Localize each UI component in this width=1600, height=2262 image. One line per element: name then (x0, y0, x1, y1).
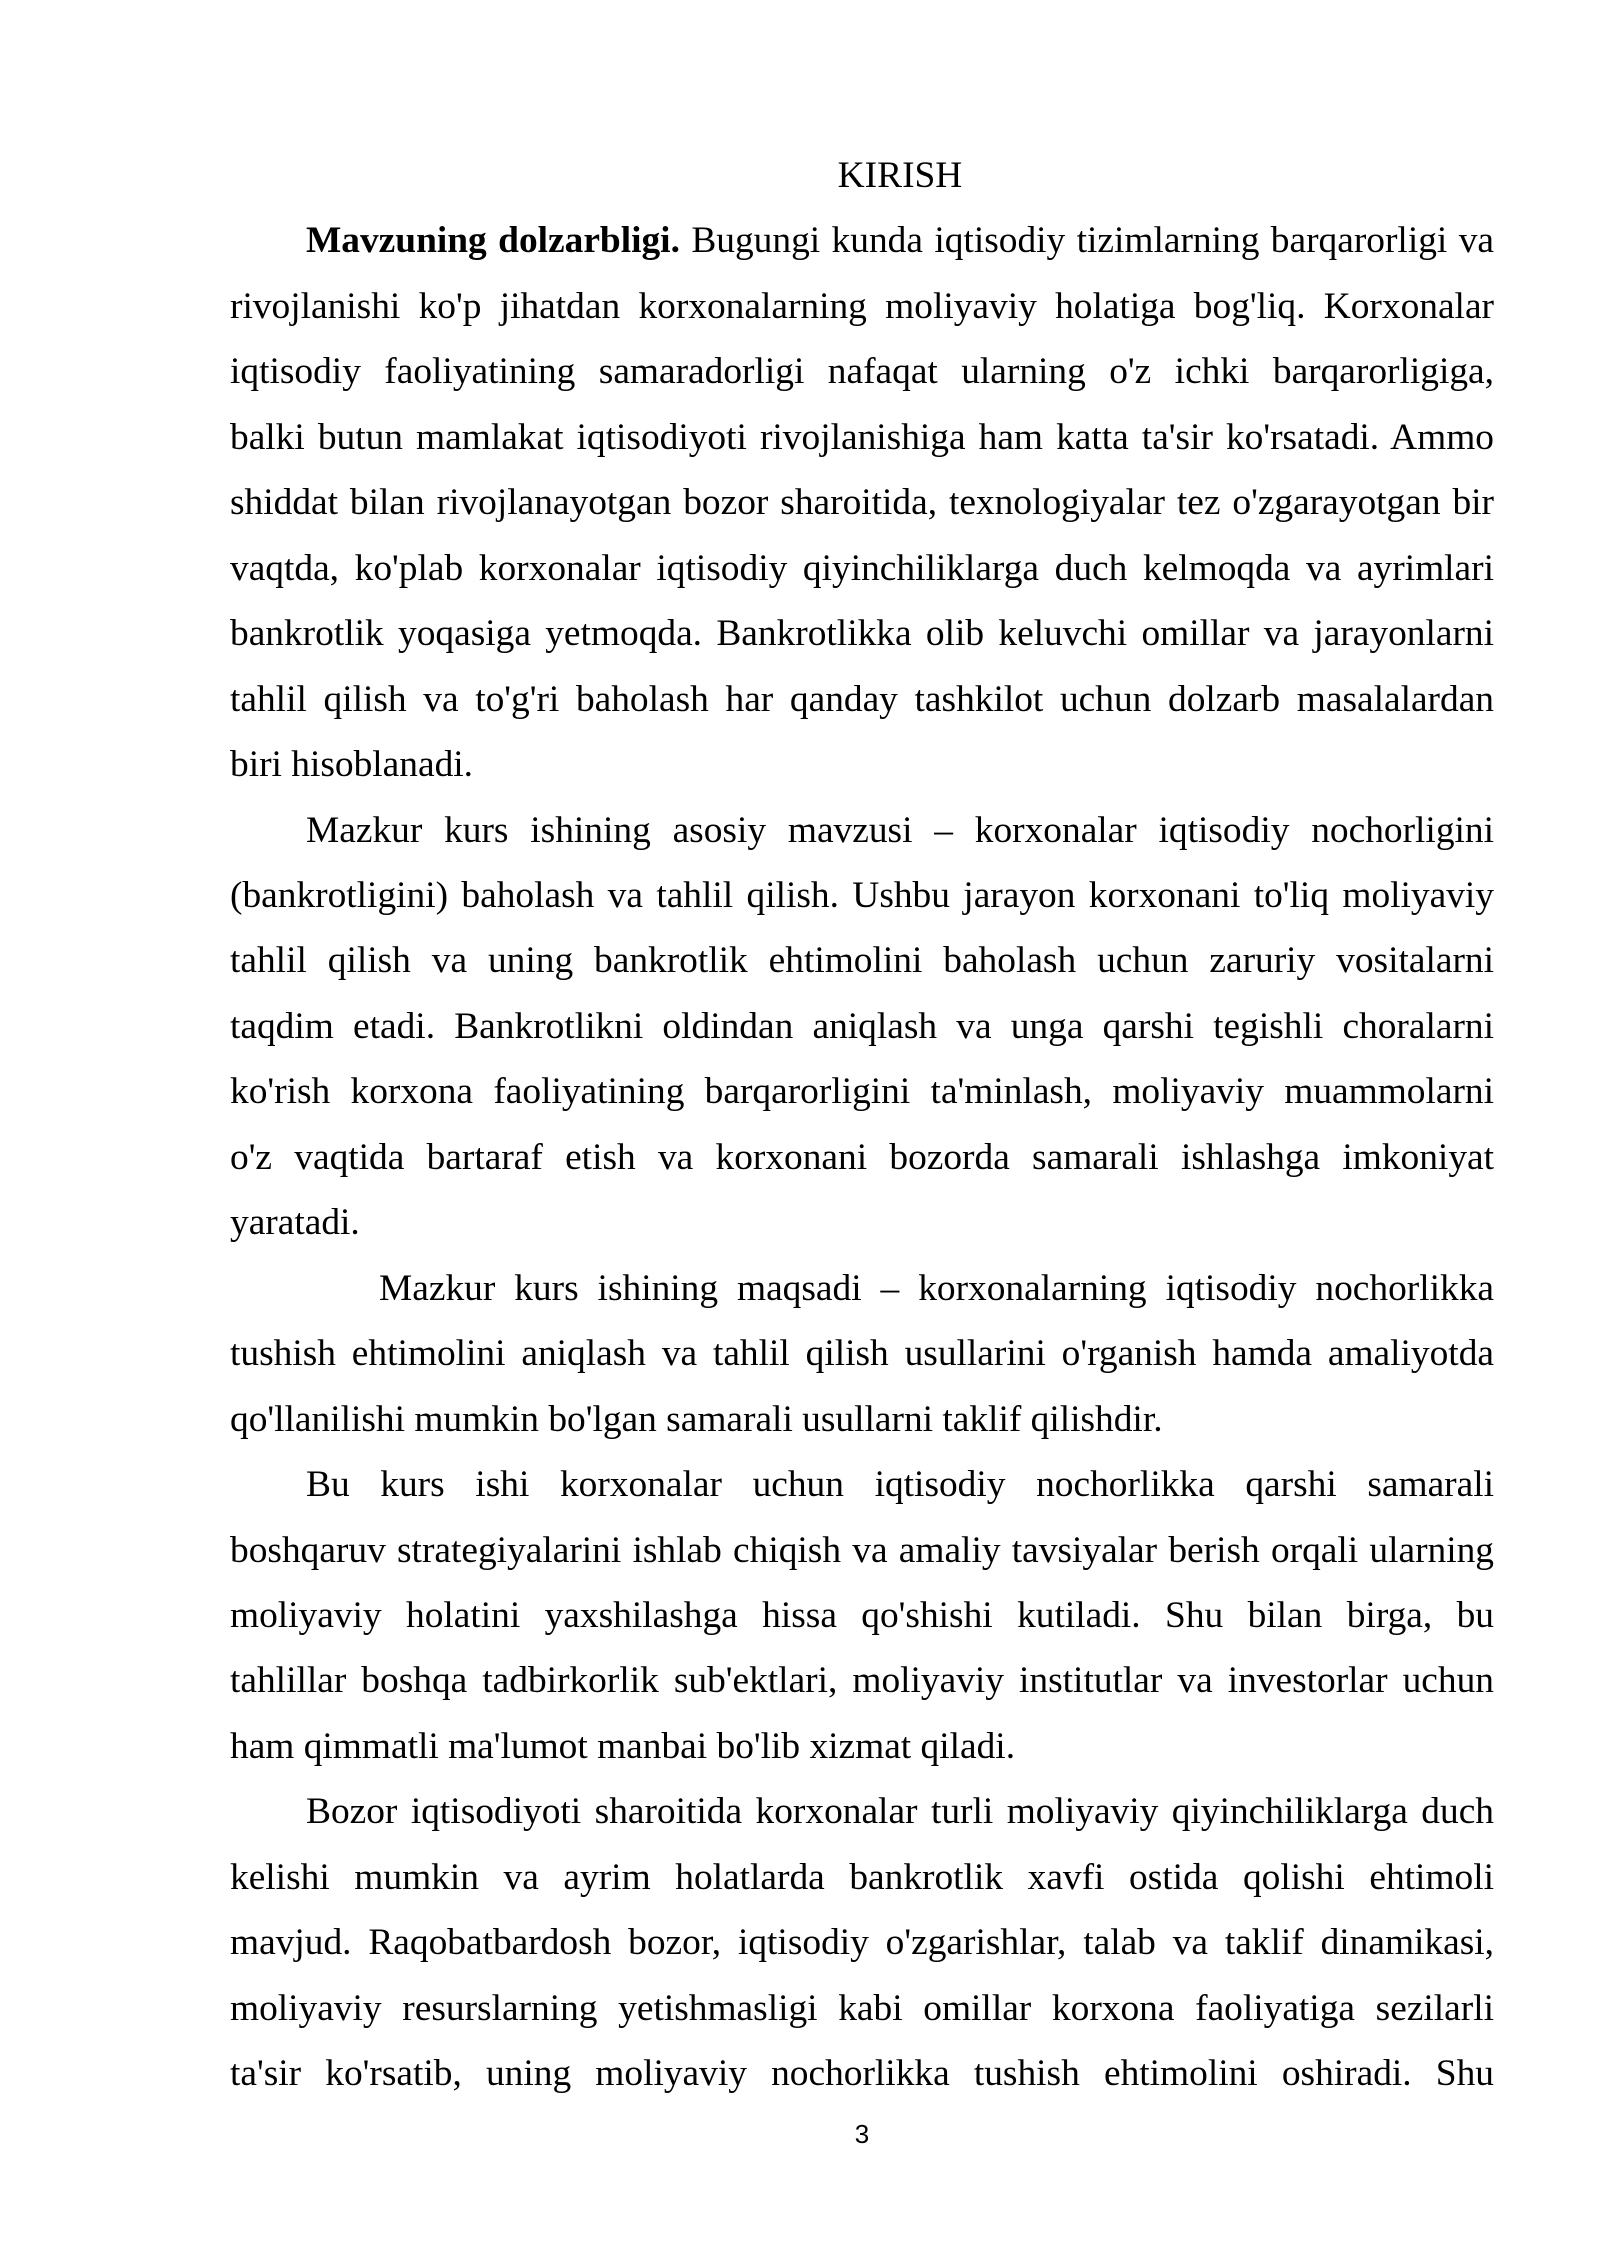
text-line: kelishi mumkin va ayrim holatlarda bankrotlik xavfi ostida qolishi ehtimoli (230, 1856, 1494, 1898)
text-line: vaqtda, ko'plab korxonalar iqtisodiy qiyinchiliklarga duch kelmoqda va ayrimlari (230, 547, 1494, 589)
text-line: qo'llanilishi mumkin bo'lgan samarali usullarni taklif qilishdir. (230, 1398, 1163, 1440)
document-body (230, 143, 1494, 2107)
text-line: balki butun mamlakat iqtisodiyoti rivojlanishiga ham katta ta'sir ko'rsatadi. Ammo (230, 416, 1494, 458)
text-line-content: Bugungi kunda iqtisodiy tizimlarning barqarorligi va (691, 220, 1494, 262)
text-line: taqdim etadi. Bankrotlikni oldindan aniqlash va unga qarshi tegishli choralarni (230, 1005, 1494, 1047)
text-line: moliyaviy holatini yaxshilashga hissa qo'shishi kutiladi. Shu bilan birga, bu (230, 1594, 1494, 1636)
text-line: Mazkur kurs ishining maqsadi – korxonalarning iqtisodiy nochorlikka (379, 1267, 1494, 1309)
text-line: Bu kurs ishi korxonalar uchun iqtisodiy nochorlikka qarshi samarali (306, 1464, 1494, 1506)
paragraph (230, 208, 1494, 797)
text-line: (bankrotligini) baholash va tahlil qilish. Ushbu jarayon korxonani to'liq moliyaviy (230, 874, 1494, 916)
text-line (230, 208, 1494, 273)
text-line: tahlil qilish va to'g'ri baholash har qanday tashkilot uchun dolzarb masalalardan (230, 678, 1494, 720)
text-line: iqtisodiy faoliyatining samaradorligi nafaqat ularning o'z ichki barqarorligiga, (230, 351, 1494, 393)
paragraph (230, 1452, 1494, 1779)
page-number: 3 (854, 2119, 870, 2149)
text-line: rivojlanishi ko'p jihatdan korxonalarning moliyaviy holatiga bog'liq. Korxonalar (230, 285, 1494, 327)
text-line: tahlil qilish va uning bankrotlik ehtimolini baholash uchun zaruriy vositalarni (230, 940, 1494, 982)
text-line: ko'rish korxona faoliyatining barqarorligini ta'minlash, moliyaviy muammolarni (230, 1071, 1494, 1113)
text-line: ta'sir ko'rsatib, uning moliyaviy nochorlikka tushish ehtimolini oshiradi. Shu (230, 2053, 1494, 2095)
text-line: boshqaruv strategiyalarini ishlab chiqish va amaliy tavsiyalar berish orqali ularning (230, 1529, 1494, 1571)
text-line: biri hisoblanadi. (230, 744, 474, 786)
text-line: shiddat bilan rivojlanayotgan bozor sharoitida, texnologiyalar tez o'zgarayotgan bir (230, 482, 1494, 524)
text-line: tushish ehtimolini aniqlash va tahlil qilish usullarini o'rganish hamda amaliyotda (230, 1333, 1494, 1375)
text-line: yaratadi. (230, 1202, 360, 1244)
paragraph-lead-in: Mavzuning dolzarbligi. (306, 220, 680, 262)
paragraph (230, 1779, 1494, 2106)
text-line: moliyaviy resurslarning yetishmasligi kabi omillar korxona faoliyatiga sezilarli (230, 1987, 1494, 2029)
text-line: Mazkur kurs ishining asosiy mavzusi – korxonalar iqtisodiy nochorligini (306, 809, 1494, 851)
text-line: tahlillar boshqa tadbirkorlik sub'ektlari, moliyaviy institutlar va investorlar uchun (230, 1660, 1494, 1702)
paragraph (230, 1256, 1494, 1452)
text-line: ham qimmatli ma'lumot manbai bo'lib xizmat qiladi. (230, 1725, 1016, 1767)
text-line: o'z vaqtida bartaraf etish va korxonani bozorda samarali ishlashga imkoniyat (230, 1136, 1494, 1178)
text-line: Bozor iqtisodiyoti sharoitida korxonalar turli moliyaviy qiyinchiliklarga duch (306, 1791, 1494, 1833)
section-heading: KIRISH (837, 155, 963, 196)
text-line: mavjud. Raqobatbardosh bozor, iqtisodiy o'zgarishlar, talab va taklif dinamikasi, (230, 1922, 1494, 1964)
paragraph (230, 798, 1494, 1256)
text-line: bankrotlik yoqasiga yetmoqda. Bankrotlikka olib keluvchi omillar va jarayonlarni (230, 613, 1494, 655)
